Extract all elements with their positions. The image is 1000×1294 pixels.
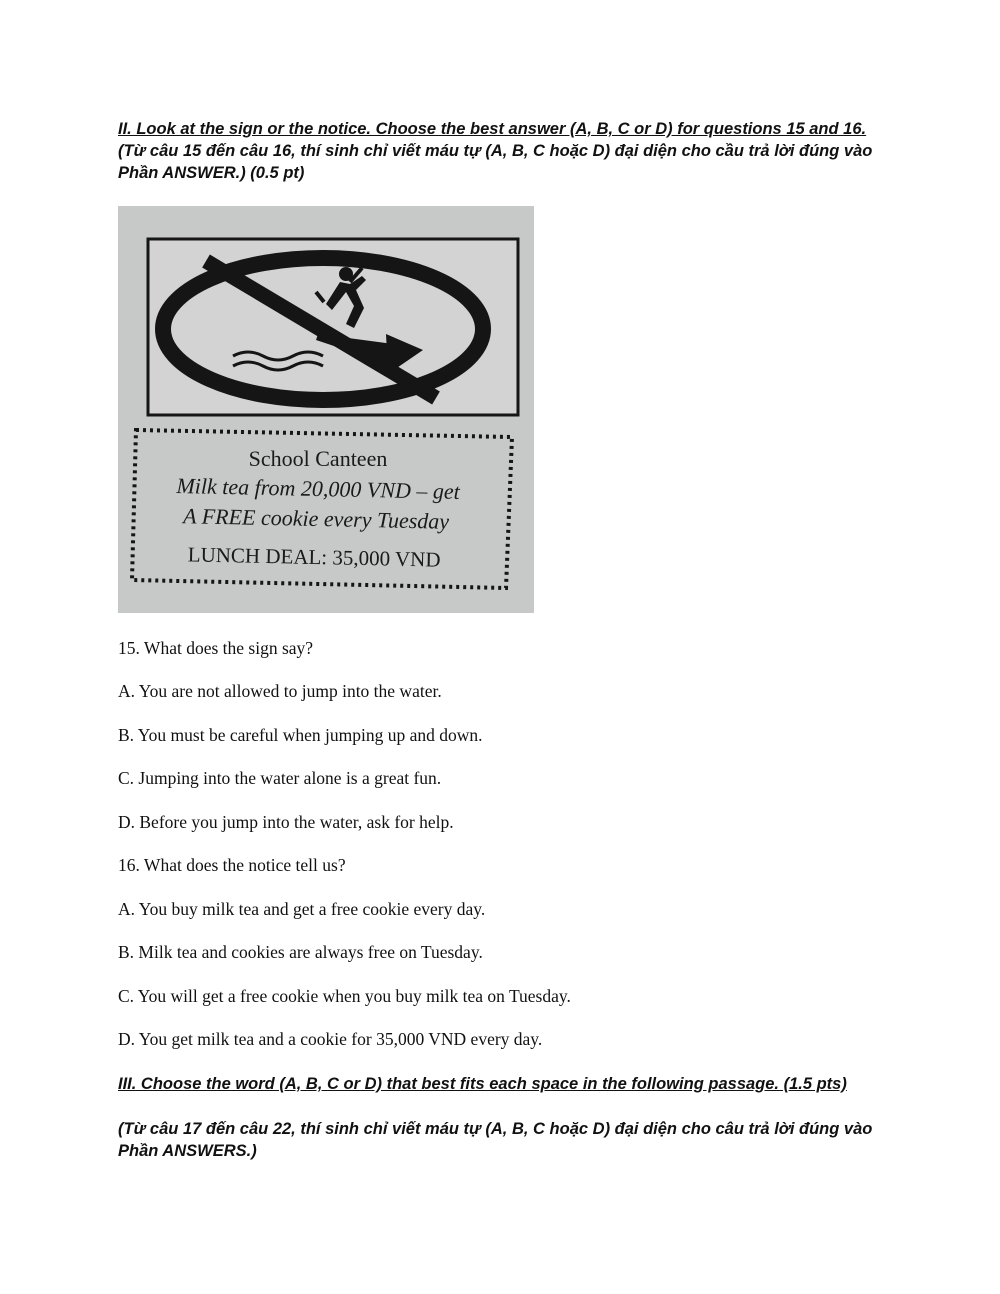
notice-lunch-deal: LUNCH DEAL: 35,000 VND xyxy=(187,542,441,572)
no-jumping-sign-icon xyxy=(148,239,518,415)
question-15-prompt: 15. What does the sign say? xyxy=(118,638,314,658)
question-16-option-d: D. You get milk tea and a cookie for 35,000 VND every day. xyxy=(118,1029,543,1049)
question-15-option-c: C. Jumping into the water alone is a great fun. xyxy=(118,768,442,788)
notice-line-1: Milk tea from 20,000 VND – get xyxy=(176,473,461,504)
notice-line-2: A FREE cookie every Tuesday xyxy=(182,503,450,534)
question-15-option-d: D. Before you jump into the water, ask for help. xyxy=(118,812,454,832)
section-2-heading xyxy=(118,118,888,184)
section-3-instruction: (Từ câu 17 đến câu 22, thí sinh chỉ viết máu tự (A, B, C hoặc D) đại diện cho câu trả lời đúng vào Phần ANSWERS.) xyxy=(118,1120,873,1160)
question-16-option-a: A. You buy milk tea and get a free cookie every day. xyxy=(118,899,486,919)
question-16-option-c: C. You will get a free cookie when you buy milk tea on Tuesday. xyxy=(118,986,571,1006)
question-16-option-b: B. Milk tea and cookies are always free on Tuesday. xyxy=(118,942,483,962)
notice-title: School Canteen xyxy=(248,446,388,471)
section-3-title: III. Choose the word (A, B, C or D) that best fits each space in the following passage. (1.5 pts) xyxy=(118,1075,847,1093)
question-15-option-a: A. You are not allowed to jump into the water. xyxy=(118,681,442,701)
question-15-option-b: B. You must be careful when jumping up and down. xyxy=(118,725,483,745)
section-2-title: II. Look at the sign or the notice. Choose the best answer (A, B, C or D) for questions 15 and 16. xyxy=(118,120,867,138)
sign-and-notice-photo xyxy=(118,206,534,613)
section-2-instruction: (Từ câu 15 đến câu 16, thí sinh chỉ viết máu tự (A, B, C hoặc D) đại diện cho cầu trả lời đúng vào Phần ANSWER.) (0.5 pt) xyxy=(118,142,873,182)
question-16-prompt: 16. What does the notice tell us? xyxy=(118,855,346,875)
